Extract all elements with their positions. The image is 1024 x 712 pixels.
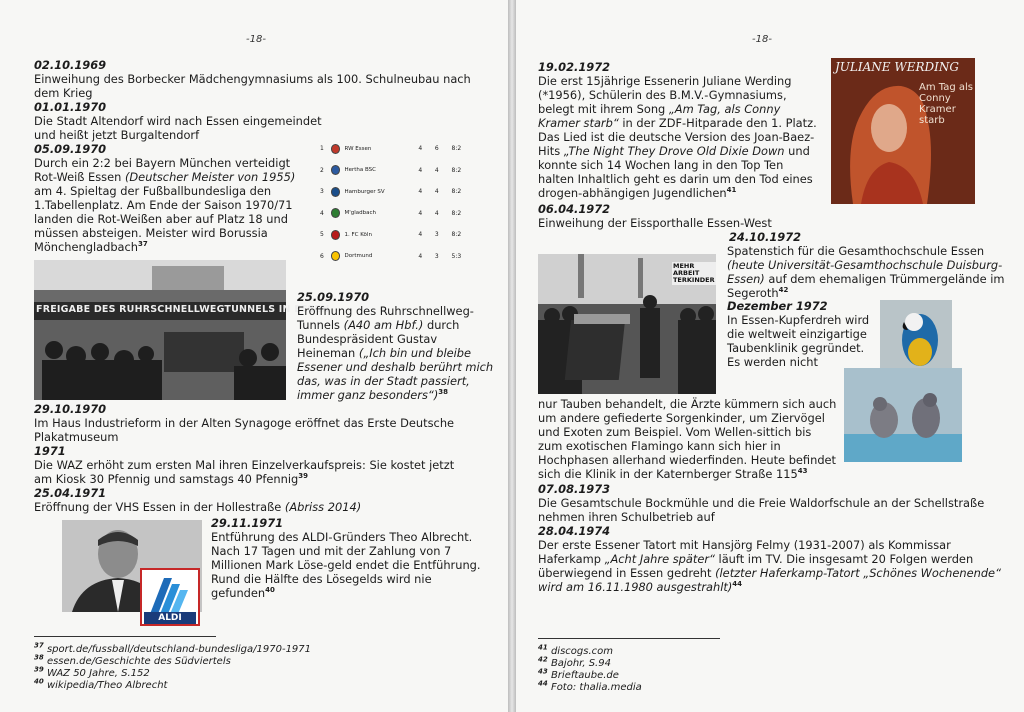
club-crest-icon [331,165,340,175]
league-score: 8:2 [451,209,462,217]
league-w: 4 [418,209,423,217]
footnotes-left [34,641,474,692]
league-row [320,203,470,225]
league-pos: 5 [320,231,324,239]
league-d: 4 [434,188,439,196]
left-page [0,0,508,712]
league-row [320,224,470,246]
footnote: $^{37}$ sport.de/fussball/deutschland-bundesliga/1970-1971 [34,641,312,655]
league-pos: 3 [320,188,324,196]
entry-1969: 02.10.1969 Einweihung des Borbecker Mädchengymnasiums als 100. Schulneubau nach dem Krieg [34,58,471,100]
footnote: $^{42}$ Bajohr, S.94 [538,655,611,669]
protest-sign: MEHR ARBEIT TERKINDER [673,262,715,284]
league-row [320,160,470,182]
entry-1972-02: 19.02.1972 Die erst 15jährige Essenerin Juliane Werding (*1956), Schülerin des B.M.V.-Gymnasiums, belegt mit ihrem Song „Am Tag, als Conny Kramer starb“ in der ZDF-Hitparade den 1. Platz. Das Lied ist die deutsche Version des Joan-Baez-Hits „The Night They Drove Old Dixie Down und konnte sich 14 Wochen lang in den Top Ten halten Inhaltlich geht es darin um den Tod eines drogen-abhängigen Jugendlichen$^{41}$ [538,60,817,200]
entry-1972-12-cont: nur Tauben behandelt, die Ärzte kümmern sich auch um andere gefiederte Sorgenkinder, um Ziervögel und Exoten zum Beispiel. Vom Wellen-sittich bis zum exotischen Flamingo kann sich hier in Hochphasen allerhand wiederfinden. Heute befindet sich die Klinik in der Katernberger Straße $115^{43}$ [538,397,837,481]
page-number: -18- [752,34,772,45]
league-pos: 1 [320,145,324,153]
league-w: 4 [418,145,423,153]
league-team: 1. FC Köln [344,231,372,238]
footnote: $^{44}$ Foto: thalia.media [538,679,642,693]
league-w: 4 [418,252,423,260]
footnote: $^{41}$ discogs.com [538,643,613,657]
club-crest-icon [331,187,340,197]
league-team: RW Essen [344,145,372,152]
league-pos: 2 [320,166,324,174]
cover-title: Am Tag als Conny Kramer starb [919,82,973,126]
league-team: M'gladbach [344,210,376,217]
league-team: Hamburger SV [344,188,385,195]
league-d: 3 [434,252,439,260]
parrot-photo [880,300,952,370]
footnote: $^{39}$ WAZ 50 Jahre, S.152 [34,665,150,679]
tunnel-banner: FREIGABE DES RUHRSCHNELLWEGTUNNELS IN ESSEN [36,304,330,315]
footnote: $^{43}$ Brieftaube.de [538,667,619,681]
league-score: 8:2 [451,145,462,153]
league-table [320,138,470,267]
footnote-rule [538,638,720,639]
footnote: $^{40}$ wikipedia/Theo Albrecht [34,677,168,691]
club-crest-icon [331,251,340,261]
league-w: 4 [418,188,423,196]
entry-1970-09-25: 25.09.1970 Eröffnung des Ruhrschnellweg-Tunnels (A40 am Hbf.) durch Bundespräsident Gustav Heineman („Ich bin und bleibe Essener und deshalb berührt mich das, was in der Stadt passiert, immer ganz besonders“)$^{38}$ [297,290,494,402]
league-team: Dortmund [344,253,373,260]
entry-1971-04: 25.04.1971 Eröffnung der VHS Essen in der Hollestraße (Abriss 2014) [34,486,362,514]
league-team: Hertha BSC [344,167,377,174]
page-number: -18- [246,34,266,45]
league-w: 4 [418,166,423,174]
aldi-label: ALDI [158,613,182,623]
entry-1971-11: 29.11.1971 Entführung des ALDI-Gründers Theo Albrecht. Nach 17 Tagen und mit der Zahlung von 7 Millionen Mark Löse-geld endet die Entführung. Rund die Hälfte des Lösegelds wird nie gefunden$^{40}$ [211,516,481,600]
groundbreaking-photo [538,254,716,394]
league-d: 4 [434,166,439,174]
league-pos: 6 [320,252,324,260]
entry-1970-09-05: 05.09.1970 Durch ein 2:2 bei Bayern München verteidigt Rot-Weiß Essen (Deutscher Meister von 1955) am 4. Spieltag der Fußballbundesliga den 1.Tabellenplatz. Am Ende der Saison 1970/71 landen die Rot-Weißen aber auf Platz 18 und müssen absteigen. Meister wird Borussia Mönchengladbach$^{37}$ [34,142,296,254]
tunnel-opening-photo [34,260,330,400]
league-score: 5:3 [451,252,462,260]
league-pos: 4 [320,209,324,217]
entry-1971: 1971 Die WAZ erhöht zum ersten Mal ihren Einzelverkaufspreis: Sie kostet jetzt am Kiosk 30 Pfennig und samstags 40 Pfennig$^{39}$ [34,444,455,486]
footnotes-right [538,643,838,694]
record-cover [831,58,975,204]
league-score: 8:2 [451,188,462,196]
club-crest-icon [331,208,340,218]
league-d: 4 [434,209,439,217]
footnote-rule [34,636,216,637]
pigeons-photo [844,368,962,462]
league-row [320,246,470,268]
league-score: 8:2 [451,231,462,239]
league-d: 3 [434,231,439,239]
footnote: $^{38}$ essen.de/Geschichte des Südviertels [34,653,231,667]
aldi-logo [140,568,200,626]
league-w: 4 [418,231,423,239]
entry-1970-01: 01.01.1970 Die Stadt Altendorf wird nach Essen eingemeindet und heißt jetzt Burgaltendorf [34,100,322,142]
entry-1972-04: 06.04.1972 Einweihung der Eissporthalle Essen-West [538,202,772,230]
club-crest-icon [331,144,340,154]
gutter [508,0,516,712]
league-score: 8:2 [451,166,462,174]
entry-1970-10: 29.10.1970 Im Haus Industrieform in der Alten Synagoge eröffnet das Erste Deutsche Plakatmuseum [34,402,455,444]
league-d: 6 [434,145,439,153]
cover-artist: JULIANE WERDING [835,60,959,74]
entry-1973: 07.08.1973 Die Gesamtschule Bockmühle und die Freie Waldorfschule an der Schellstraße nehmen ihren Schulbetrieb auf [538,482,985,524]
right-page [516,0,1024,712]
entry-1972-12: Dezember 1972 In Essen-Kupferdreh wird die weltweit einzigartige Taubenklinik gegründet. Es werden nicht [727,299,870,369]
entry-1972-10: 24.10.1972 Spatenstich für die Gesamthochschule Essen (heute Universität-Gesamthochschule Duisburg-Essen) auf dem ehemaligen Trümmergelände im Segeroth$^{42}$ [727,230,1005,300]
entry-1974: 28.04.1974 Der erste Essener Tatort mit Hansjörg Felmy (1931-2007) als Kommissar Haferkamp „Acht Jahre später“ läuft im TV. Die insgesamt 20 Folgen werden überwiegend in Essen gedreht (letzter Haferkamp-Tatort „Schönes Wochenende“ wird am 16.11.1980 ausgestrahlt)$^{44}$ [538,524,1001,594]
club-crest-icon [331,230,340,240]
league-row [320,181,470,203]
league-row [320,138,470,160]
